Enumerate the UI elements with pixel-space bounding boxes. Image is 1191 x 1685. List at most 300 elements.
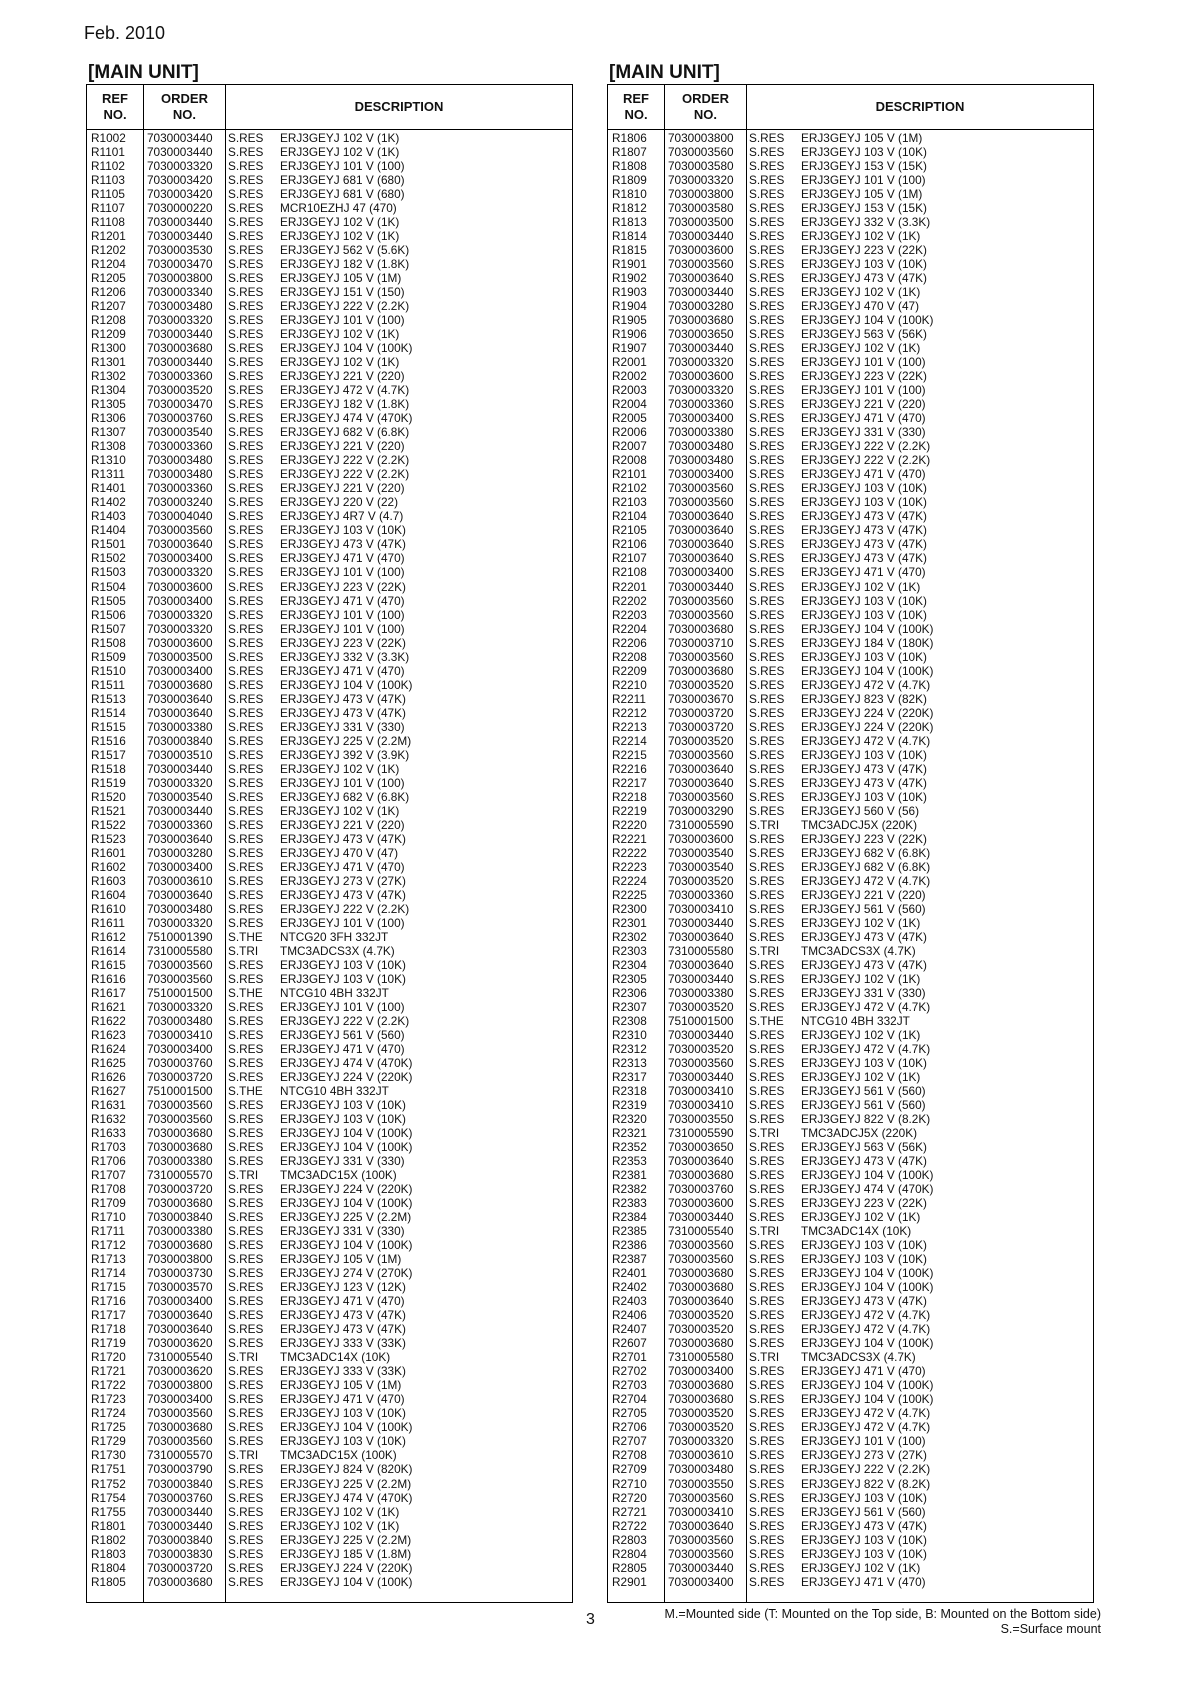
table-row bbox=[608, 1392, 1093, 1406]
table-row bbox=[608, 986, 1093, 1000]
table-row bbox=[608, 930, 1093, 944]
table-row bbox=[608, 776, 1093, 790]
ref-no-cell: R1721 bbox=[91, 1364, 126, 1379]
table-body bbox=[87, 131, 572, 1589]
description-cell: ERJ3GEYJ 105 V (1M) bbox=[801, 131, 923, 145]
order-no-cell: 7030003640 bbox=[147, 1322, 213, 1337]
order-no-cell: 7030003440 bbox=[668, 1070, 734, 1085]
ref-no-cell: R1805 bbox=[91, 1574, 126, 1589]
ref-no-cell: R1707 bbox=[91, 1168, 126, 1183]
table-row bbox=[608, 1224, 1093, 1238]
description-cell: ERJ3GEYJ 222 V (2.2K) bbox=[801, 439, 931, 454]
table-row bbox=[608, 902, 1093, 916]
table-row bbox=[87, 1561, 572, 1575]
table-row bbox=[87, 594, 572, 608]
ref-no-cell: R1205 bbox=[91, 271, 126, 286]
part-type-cell: S.RES bbox=[228, 957, 264, 972]
ref-no-cell: R2108 bbox=[612, 565, 647, 580]
table-row bbox=[608, 341, 1093, 355]
description-cell: ERJ3GEYJ 185 V (1.8M) bbox=[280, 1546, 412, 1561]
description-cell: TMC3ADCS3X (4.7K) bbox=[801, 943, 916, 958]
ref-no-cell: R1622 bbox=[91, 1013, 126, 1028]
table-row bbox=[87, 1477, 572, 1491]
description-cell: ERJ3GEYJ 105 V (1M) bbox=[801, 187, 923, 202]
order-no-cell: 7030003560 bbox=[668, 1546, 734, 1561]
table-row bbox=[608, 1056, 1093, 1070]
ref-no-cell: R2222 bbox=[612, 845, 647, 860]
ref-no-cell: R1509 bbox=[91, 649, 126, 664]
ref-no-cell: R1504 bbox=[91, 579, 126, 594]
ref-no-cell: R1706 bbox=[91, 1154, 126, 1169]
description-cell: ERJ3GEYJ 473 V (47K) bbox=[801, 1518, 927, 1533]
ref-no-cell: R2103 bbox=[612, 495, 647, 510]
order-no-cell: 7030003380 bbox=[668, 985, 734, 1000]
ref-no-cell: R1518 bbox=[91, 761, 126, 776]
table-row bbox=[608, 1406, 1093, 1420]
table-row bbox=[87, 1140, 572, 1154]
part-type-cell: S.RES bbox=[228, 565, 264, 580]
part-type-cell: S.RES bbox=[749, 873, 785, 888]
description-cell: ERJ3GEYJ 102 V (1K) bbox=[801, 1560, 921, 1575]
part-type-cell: S.RES bbox=[228, 971, 264, 986]
order-no-cell: 7030003680 bbox=[668, 663, 734, 678]
table-row bbox=[608, 650, 1093, 664]
table-row bbox=[608, 299, 1093, 313]
description-cell: ERJ3GEYJ 273 V (27K) bbox=[801, 1448, 927, 1463]
part-type-cell: S.RES bbox=[228, 1182, 264, 1197]
table-row bbox=[87, 846, 572, 860]
table-row bbox=[87, 1238, 572, 1252]
order-no-cell: 7030003560 bbox=[147, 957, 213, 972]
part-type-cell: S.RES bbox=[228, 1056, 264, 1071]
description-cell: ERJ3GEYJ 473 V (47K) bbox=[801, 957, 927, 972]
description-cell: ERJ3GEYJ 822 V (8.2K) bbox=[801, 1112, 931, 1127]
order-no-cell: 7030003360 bbox=[147, 817, 213, 832]
order-no-cell: 7030003640 bbox=[668, 761, 734, 776]
ref-no-cell: R1627 bbox=[91, 1084, 126, 1099]
part-type-cell: S.RES bbox=[749, 467, 785, 482]
part-type-cell: S.RES bbox=[228, 1013, 264, 1028]
order-no-cell: 7030003520 bbox=[668, 1322, 734, 1337]
table-row bbox=[87, 1014, 572, 1028]
order-no-cell: 7030003360 bbox=[147, 481, 213, 496]
description-cell: ERJ3GEYJ 103 V (10K) bbox=[801, 481, 927, 496]
part-type-cell: S.RES bbox=[749, 1546, 785, 1561]
part-type-cell: S.RES bbox=[228, 901, 264, 916]
part-type-cell: S.RES bbox=[749, 677, 785, 692]
order-no-cell: 7030003480 bbox=[147, 453, 213, 468]
ref-no-cell: R2002 bbox=[612, 369, 647, 384]
order-no-cell: 7030003400 bbox=[147, 1392, 213, 1407]
table-row bbox=[608, 972, 1093, 986]
ref-no-cell: R1201 bbox=[91, 229, 126, 244]
order-no-cell: 7510001390 bbox=[147, 929, 213, 944]
ref-no-cell: R1404 bbox=[91, 523, 126, 538]
order-no-cell: 7030003320 bbox=[147, 915, 213, 930]
description-cell: TMC3ADC14X (10K) bbox=[801, 1224, 912, 1239]
description-cell: NTCG10 4BH 332JT bbox=[280, 985, 389, 1000]
ref-no-cell: R1615 bbox=[91, 957, 126, 972]
order-no-cell: 7030003600 bbox=[668, 1196, 734, 1211]
part-type-cell: S.RES bbox=[228, 621, 264, 636]
order-no-cell: 7030003680 bbox=[668, 313, 734, 328]
part-type-cell: S.RES bbox=[228, 1574, 264, 1589]
description-cell: ERJ3GEYJ 223 V (22K) bbox=[280, 635, 406, 650]
table-row bbox=[608, 173, 1093, 187]
description-cell: ERJ3GEYJ 331 V (330) bbox=[801, 425, 926, 440]
part-type-cell: S.RES bbox=[749, 1112, 785, 1127]
part-type-cell: S.RES bbox=[228, 1490, 264, 1505]
description-cell: ERJ3GEYJ 153 V (15K) bbox=[801, 201, 927, 216]
part-type-cell: S.RES bbox=[228, 1560, 264, 1575]
ref-no-cell: R1101 bbox=[91, 145, 125, 160]
ref-no-cell: R2106 bbox=[612, 537, 647, 552]
part-type-cell: S.TRI bbox=[749, 1224, 780, 1239]
ref-no-cell: R2204 bbox=[612, 621, 647, 636]
description-cell: ERJ3GEYJ 824 V (820K) bbox=[280, 1462, 413, 1477]
table-row bbox=[87, 509, 572, 523]
part-type-cell: S.RES bbox=[749, 1056, 785, 1071]
description-cell: ERJ3GEYJ 102 V (1K) bbox=[280, 761, 400, 776]
part-type-cell: S.TRI bbox=[749, 817, 780, 832]
description-cell: ERJ3GEYJ 473 V (47K) bbox=[280, 537, 406, 552]
ref-no-cell: R2214 bbox=[612, 733, 647, 748]
part-type-cell: S.RES bbox=[749, 1364, 785, 1379]
part-type-cell: S.RES bbox=[749, 1196, 785, 1211]
description-cell: ERJ3GEYJ 473 V (47K) bbox=[280, 691, 406, 706]
description-cell: ERJ3GEYJ 225 V (2.2M) bbox=[280, 1476, 412, 1491]
order-no-cell: 7030003560 bbox=[668, 593, 734, 608]
part-type-cell: S.RES bbox=[228, 509, 264, 524]
description-cell: ERJ3GEYJ 221 V (220) bbox=[801, 397, 926, 412]
order-no-cell: 7030003440 bbox=[147, 145, 213, 160]
table-row bbox=[87, 1406, 572, 1420]
table-row bbox=[87, 1322, 572, 1336]
ref-no-cell: R2215 bbox=[612, 747, 647, 762]
order-no-cell: 7030003540 bbox=[668, 845, 734, 860]
column-header-order-no: ORDER NO. bbox=[161, 91, 208, 122]
table-row bbox=[608, 1266, 1093, 1280]
description-cell: ERJ3GEYJ 101 V (100) bbox=[280, 159, 405, 174]
table-row bbox=[87, 636, 572, 650]
part-type-cell: S.RES bbox=[228, 817, 264, 832]
part-type-cell: S.RES bbox=[228, 859, 264, 874]
part-type-cell: S.TRI bbox=[228, 1350, 259, 1365]
part-type-cell: S.RES bbox=[228, 1224, 264, 1239]
ref-no-cell: R1516 bbox=[91, 733, 126, 748]
ref-no-cell: R1806 bbox=[612, 131, 647, 145]
order-no-cell: 7030003640 bbox=[147, 537, 213, 552]
table-row bbox=[608, 1547, 1093, 1561]
order-no-cell: 7030003520 bbox=[668, 733, 734, 748]
order-no-cell: 7030003420 bbox=[147, 173, 213, 188]
table-row bbox=[608, 958, 1093, 972]
ref-no-cell: R1503 bbox=[91, 565, 126, 580]
order-no-cell: 7030003680 bbox=[668, 1280, 734, 1295]
description-cell: ERJ3GEYJ 473 V (47K) bbox=[801, 523, 927, 538]
table-row bbox=[87, 481, 572, 495]
order-no-cell: 7030003830 bbox=[147, 1546, 213, 1561]
column-header-description: DESCRIPTION bbox=[354, 99, 444, 114]
ref-no-cell: R1603 bbox=[91, 873, 126, 888]
ref-no-cell: R1708 bbox=[91, 1182, 126, 1197]
part-type-cell: S.RES bbox=[749, 1476, 785, 1491]
part-type-cell: S.RES bbox=[749, 173, 785, 188]
description-cell: ERJ3GEYJ 104 V (100K) bbox=[280, 1574, 413, 1589]
description-cell: ERJ3GEYJ 225 V (2.2M) bbox=[280, 733, 412, 748]
table-row bbox=[608, 1210, 1093, 1224]
order-no-cell: 7030003720 bbox=[668, 719, 734, 734]
table-row bbox=[608, 509, 1093, 523]
ref-no-cell: R2705 bbox=[612, 1406, 647, 1421]
description-cell: ERJ3GEYJ 331 V (330) bbox=[280, 719, 405, 734]
table-row bbox=[87, 1336, 572, 1350]
order-no-cell: 7030003400 bbox=[147, 593, 213, 608]
table-row bbox=[87, 1266, 572, 1280]
ref-no-cell: R2102 bbox=[612, 481, 647, 496]
order-no-cell: 7030003720 bbox=[147, 1182, 213, 1197]
table-row bbox=[87, 1252, 572, 1266]
description-cell: ERJ3GEYJ 103 V (10K) bbox=[280, 971, 406, 986]
order-no-cell: 7030003640 bbox=[668, 551, 734, 566]
ref-no-cell: R2313 bbox=[612, 1056, 647, 1071]
table-row bbox=[87, 1505, 572, 1519]
ref-no-cell: R2306 bbox=[612, 985, 647, 1000]
table-row bbox=[608, 1042, 1093, 1056]
order-no-cell: 7310005540 bbox=[147, 1350, 213, 1365]
ref-no-cell: R1907 bbox=[612, 341, 647, 356]
table-row bbox=[87, 257, 572, 271]
part-type-cell: S.RES bbox=[749, 397, 785, 412]
order-no-cell: 7030003580 bbox=[668, 201, 734, 216]
table-row bbox=[608, 1112, 1093, 1126]
ref-no-cell: R1633 bbox=[91, 1126, 126, 1141]
ref-no-cell: R2213 bbox=[612, 719, 647, 734]
part-type-cell: S.RES bbox=[228, 887, 264, 902]
part-type-cell: S.RES bbox=[228, 593, 264, 608]
description-cell: ERJ3GEYJ 221 V (220) bbox=[280, 481, 405, 496]
ref-no-cell: R2382 bbox=[612, 1182, 647, 1197]
description-cell: ERJ3GEYJ 102 V (1K) bbox=[801, 229, 921, 244]
table-row bbox=[87, 215, 572, 229]
part-type-cell: S.RES bbox=[749, 1042, 785, 1057]
ref-no-cell: R1506 bbox=[91, 607, 126, 622]
order-no-cell: 7030003640 bbox=[668, 1518, 734, 1533]
order-no-cell: 7030003650 bbox=[668, 327, 734, 342]
ref-no-cell: R2223 bbox=[612, 859, 647, 874]
table-row bbox=[87, 1575, 572, 1589]
table-row bbox=[87, 551, 572, 565]
part-type-cell: S.RES bbox=[228, 537, 264, 552]
order-no-cell: 7030003840 bbox=[147, 1210, 213, 1225]
description-cell: ERJ3GEYJ 105 V (1M) bbox=[280, 1252, 402, 1267]
table-row bbox=[608, 327, 1093, 341]
ref-no-cell: R2211 bbox=[612, 691, 646, 706]
part-type-cell: S.RES bbox=[749, 1420, 785, 1435]
order-no-cell: 7030003320 bbox=[147, 565, 213, 580]
order-no-cell: 7310005580 bbox=[668, 943, 734, 958]
description-cell: ERJ3GEYJ 561 V (560) bbox=[801, 901, 926, 916]
table-row bbox=[87, 173, 572, 187]
table-row bbox=[608, 145, 1093, 159]
part-type-cell: S.RES bbox=[228, 1112, 264, 1127]
description-cell: ERJ3GEYJ 103 V (10K) bbox=[280, 523, 406, 538]
order-no-cell: 7030003360 bbox=[147, 369, 213, 384]
ref-no-cell: R2706 bbox=[612, 1420, 647, 1435]
ref-no-cell: R1755 bbox=[91, 1504, 126, 1519]
ref-no-cell: R1809 bbox=[612, 173, 647, 188]
description-cell: ERJ3GEYJ 101 V (100) bbox=[280, 607, 405, 622]
table-row bbox=[87, 1168, 572, 1182]
description-cell: TMC3ADCS3X (4.7K) bbox=[280, 943, 395, 958]
part-type-cell: S.THE bbox=[749, 1013, 784, 1028]
description-cell: ERJ3GEYJ 474 V (470K) bbox=[801, 1182, 934, 1197]
ref-no-cell: R1301 bbox=[91, 355, 126, 370]
order-no-cell: 7030003600 bbox=[147, 579, 213, 594]
table-row bbox=[87, 313, 572, 327]
order-no-cell: 7030003360 bbox=[668, 397, 734, 412]
order-no-cell: 7030003640 bbox=[668, 523, 734, 538]
order-no-cell: 7030003360 bbox=[668, 887, 734, 902]
table-row bbox=[87, 299, 572, 313]
description-cell: ERJ3GEYJ 104 V (100K) bbox=[801, 1280, 934, 1295]
part-type-cell: S.RES bbox=[228, 705, 264, 720]
description-cell: ERJ3GEYJ 473 V (47K) bbox=[801, 761, 927, 776]
description-cell: ERJ3GEYJ 103 V (10K) bbox=[280, 957, 406, 972]
order-no-cell: 7030003760 bbox=[147, 1490, 213, 1505]
table-row bbox=[87, 537, 572, 551]
ref-no-cell: R2805 bbox=[612, 1560, 647, 1575]
table-row bbox=[87, 916, 572, 930]
ref-no-cell: R2407 bbox=[612, 1322, 647, 1337]
order-no-cell: 7030003600 bbox=[668, 831, 734, 846]
description-cell: ERJ3GEYJ 221 V (220) bbox=[801, 887, 926, 902]
order-no-cell: 7030003640 bbox=[147, 887, 213, 902]
order-no-cell: 7030003680 bbox=[147, 1140, 213, 1155]
ref-no-cell: R1103 bbox=[91, 173, 125, 188]
part-type-cell: S.RES bbox=[228, 831, 264, 846]
part-type-cell: S.RES bbox=[749, 1084, 785, 1099]
order-no-cell: 7030003380 bbox=[147, 1224, 213, 1239]
table-row bbox=[87, 523, 572, 537]
order-no-cell: 7030003680 bbox=[668, 1168, 734, 1183]
part-type-cell: S.RES bbox=[749, 215, 785, 230]
part-type-cell: S.RES bbox=[228, 467, 264, 482]
description-cell: ERJ3GEYJ 223 V (22K) bbox=[801, 1196, 927, 1211]
table-row bbox=[87, 860, 572, 874]
table-row bbox=[608, 1098, 1093, 1112]
order-no-cell: 7030003560 bbox=[668, 1532, 734, 1547]
part-type-cell: S.RES bbox=[749, 341, 785, 356]
description-cell: ERJ3GEYJ 102 V (1K) bbox=[280, 355, 400, 370]
order-no-cell: 7310005570 bbox=[147, 1168, 213, 1183]
table-row bbox=[87, 888, 572, 902]
ref-no-cell: R1905 bbox=[612, 313, 647, 328]
table-row bbox=[608, 481, 1093, 495]
order-no-cell: 7030003580 bbox=[668, 159, 734, 174]
description-cell: TMC3ADC14X (10K) bbox=[280, 1350, 391, 1365]
ref-no-cell: R1601 bbox=[91, 845, 126, 860]
ref-no-cell: R2202 bbox=[612, 593, 647, 608]
part-type-cell: S.RES bbox=[749, 1154, 785, 1169]
table-row bbox=[608, 678, 1093, 692]
ref-no-cell: R1754 bbox=[91, 1490, 126, 1505]
ref-no-cell: R2312 bbox=[612, 1042, 647, 1057]
part-type-cell: S.RES bbox=[228, 313, 264, 328]
description-cell: ERJ3GEYJ 103 V (10K) bbox=[801, 593, 927, 608]
part-type-cell: S.RES bbox=[749, 845, 785, 860]
table-row bbox=[608, 636, 1093, 650]
description-cell: ERJ3GEYJ 221 V (220) bbox=[280, 817, 405, 832]
table-row bbox=[87, 1028, 572, 1042]
ref-no-cell: R1108 bbox=[91, 215, 125, 230]
description-cell: ERJ3GEYJ 223 V (22K) bbox=[801, 369, 927, 384]
order-no-cell: 7030003560 bbox=[668, 145, 734, 160]
ref-no-cell: R1204 bbox=[91, 257, 126, 272]
description-cell: ERJ3GEYJ 473 V (47K) bbox=[280, 705, 406, 720]
ref-no-cell: R1502 bbox=[91, 551, 126, 566]
part-type-cell: S.RES bbox=[228, 257, 264, 272]
ref-no-cell: R2301 bbox=[612, 915, 647, 930]
description-cell: ERJ3GEYJ 103 V (10K) bbox=[801, 145, 927, 160]
table-row bbox=[608, 720, 1093, 734]
table-row bbox=[87, 622, 572, 636]
order-no-cell: 7030003280 bbox=[668, 299, 734, 314]
description-cell: NTCG10 4BH 332JT bbox=[280, 1084, 389, 1099]
ref-no-cell: R2319 bbox=[612, 1098, 647, 1113]
order-no-cell: 7030003500 bbox=[147, 649, 213, 664]
description-cell: ERJ3GEYJ 102 V (1K) bbox=[280, 215, 400, 230]
table-row bbox=[608, 537, 1093, 551]
part-type-cell: S.RES bbox=[749, 929, 785, 944]
table-row bbox=[608, 1336, 1093, 1350]
ref-no-cell: R2220 bbox=[612, 817, 647, 832]
order-no-cell: 7030003560 bbox=[668, 607, 734, 622]
description-cell: ERJ3GEYJ 823 V (82K) bbox=[801, 691, 927, 706]
part-type-cell: S.RES bbox=[228, 187, 264, 202]
order-no-cell: 7030003400 bbox=[147, 859, 213, 874]
order-no-cell: 7030003600 bbox=[147, 635, 213, 650]
footnote-mounted-side: M.=Mounted side (T: Mounted on the Top side, B: Mounted on the Bottom side) bbox=[664, 1607, 1101, 1621]
order-no-cell: 7030003340 bbox=[147, 285, 213, 300]
description-cell: ERJ3GEYJ 103 V (10K) bbox=[280, 1406, 406, 1421]
ref-no-cell: R1725 bbox=[91, 1420, 126, 1435]
table-row bbox=[608, 355, 1093, 369]
order-no-cell: 7030003610 bbox=[147, 873, 213, 888]
description-cell: ERJ3GEYJ 471 V (470) bbox=[801, 411, 926, 426]
part-type-cell: S.RES bbox=[228, 1266, 264, 1281]
description-cell: ERJ3GEYJ 101 V (100) bbox=[801, 1434, 926, 1449]
ref-no-cell: R2722 bbox=[612, 1518, 647, 1533]
order-no-cell: 7030003670 bbox=[668, 691, 734, 706]
ref-no-cell: R2901 bbox=[612, 1574, 647, 1589]
description-cell: ERJ3GEYJ 682 V (6.8K) bbox=[280, 789, 410, 804]
table-row bbox=[608, 1154, 1093, 1168]
description-cell: ERJ3GEYJ 473 V (47K) bbox=[801, 1154, 927, 1169]
ref-no-cell: R2708 bbox=[612, 1448, 647, 1463]
ref-no-cell: R1311 bbox=[91, 467, 125, 482]
table-row bbox=[608, 832, 1093, 846]
part-type-cell: S.RES bbox=[749, 1308, 785, 1323]
table-row bbox=[608, 734, 1093, 748]
part-type-cell: S.RES bbox=[749, 1574, 785, 1589]
order-no-cell: 7030003480 bbox=[147, 901, 213, 916]
order-no-cell: 7030003790 bbox=[147, 1462, 213, 1477]
ref-no-cell: R1306 bbox=[91, 411, 126, 426]
table-row bbox=[608, 1575, 1093, 1589]
ref-no-cell: R1401 bbox=[91, 481, 126, 496]
table-row bbox=[608, 692, 1093, 706]
